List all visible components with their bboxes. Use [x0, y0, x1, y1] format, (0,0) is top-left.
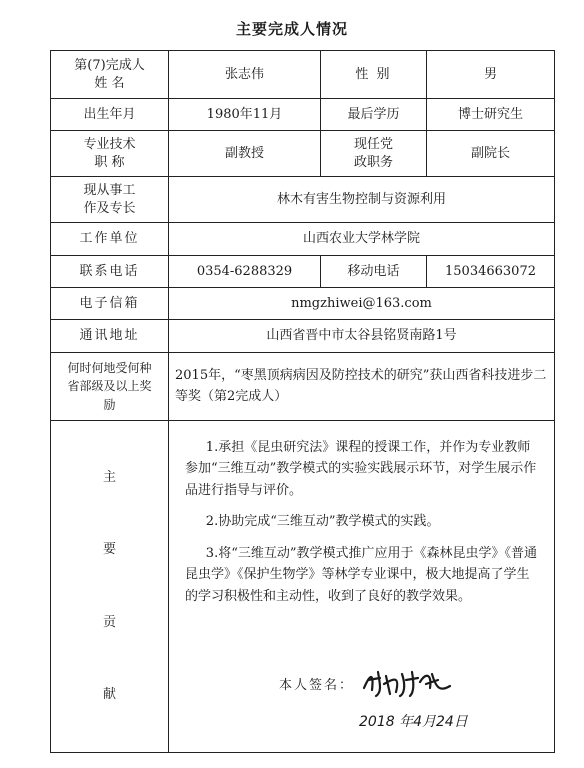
- contribution-body: [169, 421, 554, 607]
- contribution-item: 3.将“三维互动”教学模式推广应用于《森林昆虫学》《普通昆虫学》《保护生物学》等林学专业课中，极大地提高了学生的学习积极性和主动性，收到了良好的教学效果。: [185, 545, 537, 604]
- work-unit-value: 山西农业大学林学院: [169, 223, 555, 256]
- mobile-value: 15034663072: [427, 256, 555, 288]
- table-row: [51, 288, 555, 320]
- position-value: 副院长: [427, 131, 555, 177]
- contribution-label-char: 要: [102, 542, 116, 558]
- position-label: 现任党 政职务: [321, 131, 427, 177]
- contribution-content: [169, 421, 555, 753]
- education-label: 最后学历: [321, 99, 427, 131]
- phone-label: 联系电话: [51, 256, 169, 288]
- info-table: [50, 50, 555, 753]
- table-row: [51, 353, 555, 421]
- contribution-label-cell: [51, 421, 169, 753]
- specialty-value: 林木有害生物控制与资源利用: [169, 177, 555, 223]
- birth-value: 1980年11月: [169, 99, 321, 131]
- email-value: nmgzhiwei@163.com: [169, 288, 555, 320]
- address-value: 山西省晋中市太谷县铭贤南路1号: [169, 320, 555, 353]
- contribution-label-char: 贡: [102, 614, 116, 630]
- tech-title-label: 专业技术 职 称: [51, 131, 169, 177]
- page-title: 主要完成人情况: [235, 20, 348, 38]
- signature-label: 本人签名：: [279, 678, 355, 693]
- birth-label: 出生年月: [51, 99, 169, 131]
- contribution-label: [51, 442, 168, 732]
- gender-value: 男: [427, 51, 555, 99]
- table-row: [51, 256, 555, 288]
- contribution-label-char: 主: [102, 469, 116, 485]
- name-label: 第(7)完成人 姓 名: [51, 51, 169, 99]
- signature-row: [279, 666, 456, 706]
- table-row: [51, 223, 555, 256]
- work-unit-label: 工作单位: [51, 223, 169, 256]
- phone-value: 0354-6288329: [169, 256, 321, 288]
- awards-value: 2015年，“枣黑顶病病因及防控技术的研究”获山西省科技进步二等奖（第2完成人）: [169, 353, 555, 421]
- name-value: 张志伟: [169, 51, 321, 99]
- mobile-label: 移动电话: [321, 256, 427, 288]
- table-row: [51, 131, 555, 177]
- gender-label: 性 别: [321, 51, 427, 99]
- tech-title-value: 副教授: [169, 131, 321, 177]
- awards-label: 何时何地受何种 省部级及以上奖 励: [51, 353, 169, 421]
- table-row: [51, 421, 555, 753]
- education-value: 博士研究生: [427, 99, 555, 131]
- contribution-item: 1.承担《昆虫研究法》课程的授课工作，并作为专业教师参加“三维互动”教学模式的实验实践展示环节，对学生展示作品进行指导与评价。: [185, 440, 537, 498]
- table-row: [51, 320, 555, 353]
- handwritten-signature: [360, 666, 456, 706]
- signature-date: 2018 年4月24日: [359, 714, 468, 730]
- table-row: [51, 51, 555, 99]
- contribution-item: 2.协助完成“三维互动”教学模式的实践。: [205, 514, 440, 530]
- table-row: [51, 99, 555, 131]
- table-row: [51, 177, 555, 223]
- address-label: 通讯地址: [51, 320, 169, 353]
- specialty-label: 现从事工 作及专长: [51, 177, 169, 223]
- email-label: 电子信箱: [51, 288, 169, 320]
- contribution-label-char: 献: [102, 687, 116, 703]
